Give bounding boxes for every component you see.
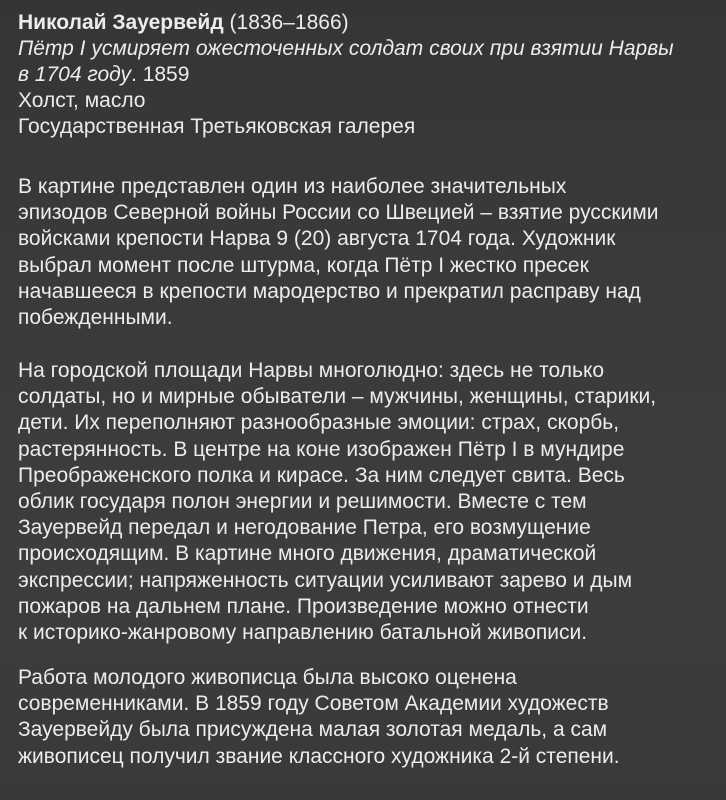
artwork-collection: Государственная Третьяковская галерея	[18, 115, 416, 138]
artwork-medium: Холст, масло	[18, 89, 146, 112]
description-paragraph-3	[18, 665, 718, 770]
paragraph-line: происходящим. В картине много движения, драматической	[18, 542, 597, 566]
paragraph-line: Зауервейду была присуждена малая золотая медаль, а сам	[18, 718, 608, 742]
artwork-year: . 1859	[131, 63, 190, 86]
paragraph-line: выбрал момент после штурма, когда Пётр I жестко пресек	[18, 253, 589, 277]
paragraph-line: побежденными.	[18, 306, 173, 330]
artist-line	[18, 10, 708, 36]
paragraph-line: современниками. В 1859 году Советом Академии художеств	[18, 692, 609, 716]
artist-name: Николай Зауервейд	[18, 11, 224, 34]
artwork-title-end: в 1704 году	[18, 63, 132, 86]
paragraph-line: дети. Их переполняют разнообразные эмоции: страх, скорбь,	[18, 411, 620, 435]
artwork-title-line-2	[18, 62, 708, 88]
description-paragraph-1	[18, 174, 718, 331]
paragraph-line: экспрессии; напряженность ситуации усиливают зарево и дым	[18, 568, 633, 592]
description-paragraph-2	[18, 358, 718, 646]
artist-years: (1836–1866)	[229, 11, 349, 34]
paragraph-line: эпизодов Северной войны России со Швецией – взятие русскими	[18, 201, 659, 225]
artwork-title-line-1: Пётр I усмиряет ожесточенных солдат своих при взятии Нарвы	[18, 37, 674, 60]
paragraph-line: живописец получил звание классного художника 2-й степени.	[18, 744, 620, 768]
paragraph-line: пожаров на дальнем плане. Произведение можно отнести	[18, 594, 589, 618]
paragraph-line: к историко-жанровому направлению батальной живописи.	[18, 621, 588, 645]
paragraph-line: На городской площади Нарвы многолюдно: здесь не только	[18, 359, 605, 382]
paragraph-line: Работа молодого живописца была высоко оценена	[18, 666, 517, 689]
paragraph-line: облик государя полон энергии и решимости. Вместе с тем	[18, 490, 587, 514]
paragraph-line: Зауервейд передал и негодование Петра, его возмущение	[18, 516, 591, 540]
paragraph-line: войсками крепости Нарва 9 (20) августа 1704 года. Художник	[18, 227, 616, 251]
paragraph-line: В картине представлен один из наиболее значительных	[18, 175, 567, 198]
paragraph-line: солдаты, но и мирные обыватели – мужчины, женщины, старики,	[18, 385, 657, 409]
paragraph-line: растерянность. В центре на коне изображен Пётр I в мундире	[18, 437, 625, 461]
artwork-label-header	[18, 10, 708, 140]
paragraph-line: начавшееся в крепости мародерство и прекратил расправу над	[18, 279, 641, 303]
paragraph-line: Преображенского полка и кирасе. За ним следует свита. Весь	[18, 463, 625, 487]
